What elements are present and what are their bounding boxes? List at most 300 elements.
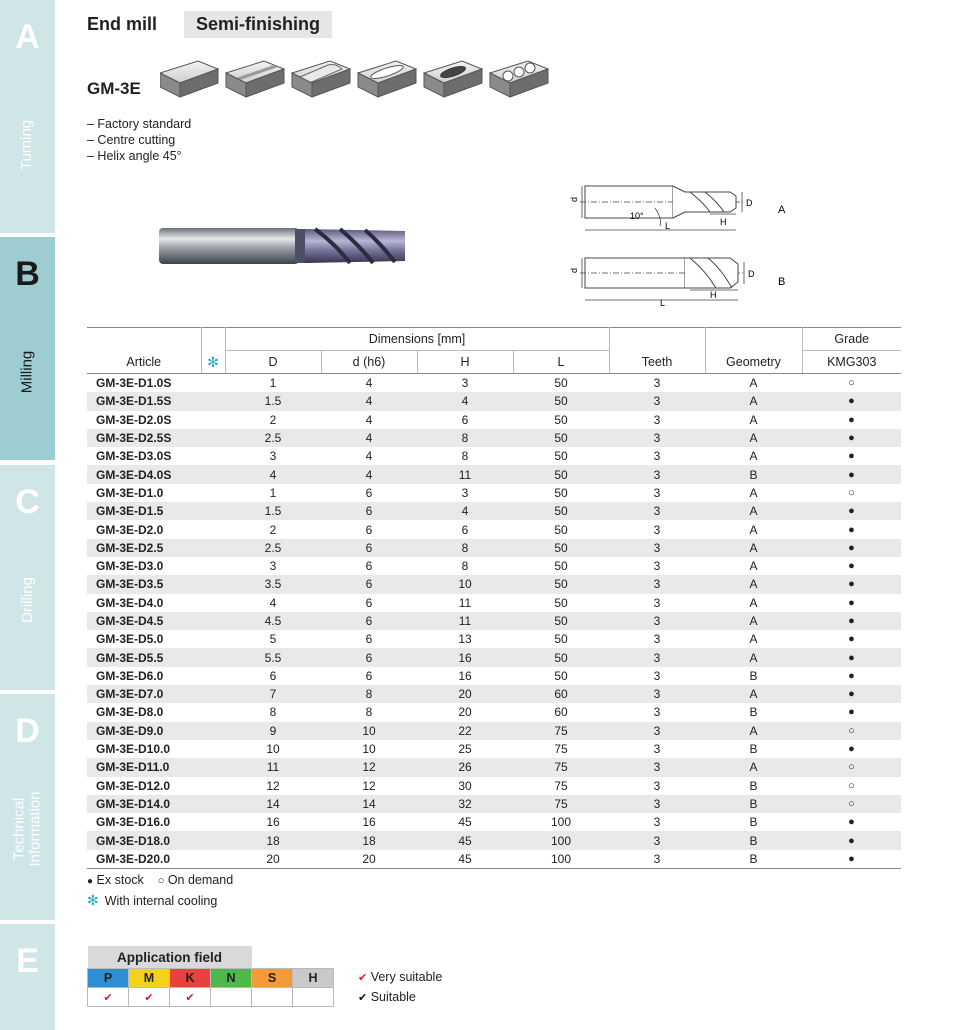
cell-article: GM-3E-D1.0 xyxy=(96,485,164,500)
table-row xyxy=(87,740,901,758)
cell-cooling xyxy=(201,374,225,393)
drilling-holes-icon xyxy=(490,61,548,97)
cell-H: 8 xyxy=(461,449,469,464)
cell-grade-stock: ○ xyxy=(802,722,901,740)
cell-grade-stock: ● xyxy=(802,685,901,703)
cell-article: GM-3E-D7.0 xyxy=(87,685,201,703)
table-row xyxy=(87,667,901,685)
cell-article: GM-3E-D5.5 xyxy=(87,648,201,666)
cell-teeth: 3 xyxy=(653,559,661,574)
cell-grade-stock: ● xyxy=(802,612,901,630)
header-teeth: Teeth xyxy=(609,328,705,374)
cell-d: 4 xyxy=(321,392,417,410)
material-group-n: N xyxy=(211,969,252,988)
cell-D: 1 xyxy=(269,485,277,500)
cell-d: 4 xyxy=(365,376,373,391)
cell-article: GM-3E-D2.0S xyxy=(96,412,172,427)
cell-geometry: A xyxy=(705,502,802,520)
cell-D: 2 xyxy=(269,412,277,427)
geometry-diagram xyxy=(560,178,810,308)
cell-L: 50 xyxy=(513,575,609,593)
cell-H: 4 xyxy=(417,502,513,520)
cell-geometry: A xyxy=(749,449,758,464)
cell-cooling xyxy=(201,740,225,758)
header-H: H xyxy=(417,351,513,374)
material-group-s: S xyxy=(252,969,293,988)
cell-geometry: A xyxy=(705,539,802,557)
cell-H: 13 xyxy=(458,632,472,647)
header-grade: Grade xyxy=(802,328,901,351)
cell-article: GM-3E-D1.5 xyxy=(87,502,201,520)
cell-cooling xyxy=(201,502,225,520)
cell-geometry: B xyxy=(749,815,758,830)
cell-cooling xyxy=(201,795,225,813)
suitability-legend xyxy=(358,968,442,1008)
cell-geometry: B xyxy=(749,705,758,720)
cell-article: GM-3E-D1.0S xyxy=(96,376,172,391)
geometry-b-drawing xyxy=(569,258,785,308)
cell-H: 6 xyxy=(461,522,469,537)
cell-teeth: 3 xyxy=(609,465,705,483)
cell-L: 100 xyxy=(513,850,609,869)
side-tab-turning[interactable] xyxy=(0,0,55,233)
cell-article: GM-3E-D14.0 xyxy=(87,795,201,813)
cell-cooling xyxy=(201,777,225,795)
table-row xyxy=(87,411,901,429)
side-tab-letter: C xyxy=(15,483,40,521)
dim-L-label: L xyxy=(665,221,671,231)
slot-milling-icon xyxy=(226,61,284,97)
cell-geometry: A xyxy=(705,575,802,593)
cell-cooling xyxy=(201,411,225,429)
table-row xyxy=(87,539,901,557)
ex-stock-label: Ex stock xyxy=(96,873,144,887)
table-row xyxy=(87,392,901,410)
cell-geometry: A xyxy=(705,429,802,447)
cell-geometry: B xyxy=(705,831,802,849)
cell-D: 2.5 xyxy=(225,539,321,557)
table-row xyxy=(87,612,901,630)
cell-cooling xyxy=(201,685,225,703)
cell-D: 1.5 xyxy=(225,502,321,520)
table-row xyxy=(87,703,901,721)
table-row xyxy=(87,429,901,447)
cell-article: GM-3E-D4.5 xyxy=(87,612,201,630)
application-field-table xyxy=(87,946,334,1007)
feature-list xyxy=(87,116,191,164)
side-tab-label: Drilling xyxy=(18,577,36,623)
header-dimensions: Dimensions [mm] xyxy=(225,328,609,351)
table-row xyxy=(87,648,901,666)
cell-d: 6 xyxy=(321,648,417,666)
cell-grade-stock: ● xyxy=(848,816,855,829)
cooling-label: With internal cooling xyxy=(104,894,218,908)
cell-grade-stock: ○ xyxy=(802,795,901,813)
cell-D: 5.5 xyxy=(225,648,321,666)
cell-L: 50 xyxy=(554,595,568,610)
suitability-mark: ✔ xyxy=(88,988,129,1007)
cell-L: 50 xyxy=(554,522,568,537)
header-d: d (h6) xyxy=(321,351,417,374)
cell-teeth: 3 xyxy=(609,850,705,869)
suitability-mark: ✔ xyxy=(129,988,170,1007)
cell-D: 16 xyxy=(266,815,280,830)
material-group-p: P xyxy=(88,969,129,988)
pocket-slot-icon xyxy=(358,61,416,97)
cell-L: 75 xyxy=(513,758,609,776)
cell-D: 7 xyxy=(225,685,321,703)
cell-geometry: A xyxy=(749,412,758,427)
cell-L: 50 xyxy=(513,539,609,557)
application-field-title: Application field xyxy=(88,946,252,969)
cell-D: 1 xyxy=(269,376,277,391)
cell-grade-stock: ● xyxy=(848,669,855,682)
cell-article: GM-3E-D2.0 xyxy=(96,522,164,537)
cell-cooling xyxy=(201,520,225,538)
cell-article: GM-3E-D3.0 xyxy=(96,559,164,574)
stock-legend xyxy=(87,873,233,887)
cell-teeth: 3 xyxy=(609,758,705,776)
cell-d: 6 xyxy=(321,539,417,557)
face-milling-icon xyxy=(160,61,218,97)
cell-cooling xyxy=(201,630,225,648)
side-tab-letter: A xyxy=(15,18,40,56)
table-row xyxy=(87,685,901,703)
cell-d: 6 xyxy=(365,668,373,683)
cell-D: 12 xyxy=(266,778,280,793)
cell-d: 6 xyxy=(365,485,373,500)
cell-geometry: A xyxy=(705,392,802,410)
cell-d: 14 xyxy=(321,795,417,813)
cell-geometry: A xyxy=(705,685,802,703)
cell-teeth: 3 xyxy=(609,429,705,447)
cell-grade-stock: ● xyxy=(848,450,855,463)
material-group-k: K xyxy=(170,969,211,988)
cell-L: 75 xyxy=(513,795,609,813)
cell-cooling xyxy=(201,612,225,630)
cell-cooling xyxy=(201,667,225,685)
cell-teeth: 3 xyxy=(609,685,705,703)
cell-grade-stock: ● xyxy=(848,706,855,719)
cell-teeth: 3 xyxy=(653,778,661,793)
cell-teeth: 3 xyxy=(653,632,661,647)
cell-d: 6 xyxy=(365,522,373,537)
side-tab-letter: E xyxy=(16,942,39,980)
cell-L: 50 xyxy=(554,668,568,683)
feature-item: – Helix angle 45° xyxy=(87,149,182,163)
cell-L: 75 xyxy=(513,722,609,740)
cell-D: 4 xyxy=(225,465,321,483)
cell-H: 22 xyxy=(417,722,513,740)
cell-article: GM-3E-D9.0 xyxy=(87,722,201,740)
dim-H-label: H xyxy=(720,217,727,227)
cell-D: 20 xyxy=(225,850,321,869)
machining-operations-icons xyxy=(160,55,550,103)
cell-cooling xyxy=(201,648,225,666)
side-tab-letter: B xyxy=(15,255,40,293)
cell-D: 4.5 xyxy=(225,612,321,630)
side-tab-letter: D xyxy=(15,712,40,750)
cell-D: 9 xyxy=(225,722,321,740)
cell-L: 50 xyxy=(554,485,568,500)
cell-d: 4 xyxy=(321,429,417,447)
cell-L: 50 xyxy=(513,648,609,666)
cell-L: 50 xyxy=(513,612,609,630)
suitability-mark xyxy=(293,988,334,1007)
cell-grade-stock: ● xyxy=(802,502,901,520)
table-row xyxy=(87,374,901,393)
cell-article: GM-3E-D4.0 xyxy=(96,595,164,610)
cooling-legend xyxy=(87,892,217,909)
table-row xyxy=(87,722,901,740)
cell-cooling xyxy=(201,813,225,831)
table-row xyxy=(87,465,901,483)
cell-H: 8 xyxy=(461,559,469,574)
cell-geometry: B xyxy=(749,668,758,683)
cell-teeth: 3 xyxy=(609,612,705,630)
cell-geometry: A xyxy=(749,632,758,647)
cell-teeth: 3 xyxy=(609,722,705,740)
cell-article: GM-3E-D4.0S xyxy=(87,465,201,483)
cell-cooling xyxy=(201,831,225,849)
table-row xyxy=(87,502,901,520)
cell-teeth: 3 xyxy=(609,648,705,666)
cell-article: GM-3E-D1.5S xyxy=(87,392,201,410)
pocket-milling-icon xyxy=(424,61,482,97)
cell-teeth: 3 xyxy=(609,502,705,520)
cell-grade-stock: ● xyxy=(802,392,901,410)
product-table xyxy=(87,327,901,869)
cell-d: 4 xyxy=(321,465,417,483)
cell-d: 18 xyxy=(321,831,417,849)
cell-cooling xyxy=(201,722,225,740)
cell-H: 20 xyxy=(417,685,513,703)
product-title: End mill xyxy=(87,14,158,34)
cell-grade-stock: ● xyxy=(802,575,901,593)
cell-L: 50 xyxy=(554,449,568,464)
cell-cooling xyxy=(201,758,225,776)
cell-grade-stock: ● xyxy=(848,413,855,426)
cell-article: GM-3E-D10.0 xyxy=(96,742,171,757)
on-demand-icon: ○ xyxy=(157,875,165,887)
cell-H: 3 xyxy=(461,485,469,500)
cell-D: 14 xyxy=(225,795,321,813)
cell-article: GM-3E-D6.0 xyxy=(96,668,164,683)
cell-H: 16 xyxy=(458,668,472,683)
cell-L: 75 xyxy=(554,742,568,757)
suitability-mark xyxy=(252,988,293,1007)
cell-d: 20 xyxy=(321,850,417,869)
cell-d: 6 xyxy=(365,632,373,647)
cell-grade-stock: ○ xyxy=(848,486,855,499)
side-tab-label: Milling xyxy=(18,350,36,394)
cell-L: 100 xyxy=(550,815,572,830)
channel-milling-icon xyxy=(292,61,350,97)
cell-geometry: A xyxy=(749,485,758,500)
table-row xyxy=(87,520,901,538)
very-suitable-label: Very suitable xyxy=(370,970,443,984)
dim-D-label: D xyxy=(748,269,755,279)
cell-D: 1.5 xyxy=(225,392,321,410)
cell-L: 100 xyxy=(513,831,609,849)
table-row xyxy=(87,557,901,575)
cell-article: GM-3E-D3.5 xyxy=(87,575,201,593)
cell-cooling xyxy=(201,557,225,575)
cell-geometry: A xyxy=(705,612,802,630)
cell-grade-stock: ● xyxy=(802,429,901,447)
cell-geometry: A xyxy=(749,522,758,537)
internal-cooling-icon: ✻ xyxy=(207,354,219,370)
cell-d: 4 xyxy=(365,449,373,464)
cell-H: 8 xyxy=(417,539,513,557)
cell-d: 8 xyxy=(365,705,373,720)
cell-cooling xyxy=(201,465,225,483)
cell-article: GM-3E-D5.0 xyxy=(96,632,164,647)
cell-L: 50 xyxy=(513,465,609,483)
cell-article: GM-3E-D16.0 xyxy=(96,815,171,830)
on-demand-label: On demand xyxy=(167,873,234,887)
cell-geometry: A xyxy=(705,722,802,740)
table-row xyxy=(87,630,901,648)
product-model: GM-3E xyxy=(87,79,141,98)
cell-H: 32 xyxy=(417,795,513,813)
cell-cooling xyxy=(201,703,225,721)
cell-H: 6 xyxy=(461,412,469,427)
cell-article: GM-3E-D2.5S xyxy=(87,429,201,447)
table-row xyxy=(87,758,901,776)
suitable-icon: ✔ xyxy=(358,992,368,1004)
cell-H: 4 xyxy=(417,392,513,410)
cell-grade-stock: ● xyxy=(802,648,901,666)
side-tab-e[interactable] xyxy=(0,924,55,1030)
suitability-mark xyxy=(211,988,252,1007)
cell-teeth: 3 xyxy=(609,575,705,593)
cell-geometry: A xyxy=(749,376,758,391)
cell-teeth: 3 xyxy=(653,595,661,610)
cell-grade-stock: ● xyxy=(802,539,901,557)
cell-geometry: A xyxy=(749,559,758,574)
cell-cooling xyxy=(201,484,225,502)
cell-H: 11 xyxy=(458,595,472,610)
dim-H-label: H xyxy=(710,290,717,300)
dim-D-label: D xyxy=(746,198,753,208)
cell-d: 8 xyxy=(321,685,417,703)
cell-teeth: 3 xyxy=(653,668,661,683)
cell-D: 6 xyxy=(269,668,277,683)
cell-article: GM-3E-D3.0S xyxy=(96,449,172,464)
side-tab-drilling[interactable] xyxy=(0,465,55,690)
cell-H: 25 xyxy=(458,742,472,757)
header-cooling xyxy=(201,328,225,374)
cell-geometry: B xyxy=(705,465,802,483)
table-row xyxy=(87,813,901,831)
internal-cooling-icon: ✻ xyxy=(87,892,99,908)
suitable-label: Suitable xyxy=(370,990,416,1004)
side-tab-label: Turning xyxy=(18,119,36,171)
cell-L: 50 xyxy=(554,376,568,391)
cell-L: 50 xyxy=(513,392,609,410)
cell-d: 6 xyxy=(321,575,417,593)
geometry-b-label: B xyxy=(778,276,786,288)
cell-D: 4 xyxy=(269,595,277,610)
cell-teeth: 3 xyxy=(653,449,661,464)
cell-D: 3 xyxy=(269,449,277,464)
cell-article: GM-3E-D8.0 xyxy=(96,705,164,720)
cell-D: 3 xyxy=(269,559,277,574)
cell-H: 30 xyxy=(458,778,472,793)
table-row xyxy=(87,484,901,502)
cell-cooling xyxy=(201,429,225,447)
cell-d: 16 xyxy=(362,815,376,830)
cell-L: 50 xyxy=(554,632,568,647)
cell-teeth: 3 xyxy=(653,412,661,427)
cell-D: 18 xyxy=(225,831,321,849)
cell-grade-stock: ● xyxy=(848,560,855,573)
cell-grade-stock: ● xyxy=(802,465,901,483)
cell-grade-stock: ○ xyxy=(848,779,855,792)
cell-L: 75 xyxy=(554,778,568,793)
suitability-mark: ✔ xyxy=(170,988,211,1007)
material-group-m: M xyxy=(129,969,170,988)
cell-teeth: 3 xyxy=(653,742,661,757)
cell-geometry: B xyxy=(749,778,758,793)
cell-geometry: A xyxy=(749,595,758,610)
table-row xyxy=(87,795,901,813)
cell-geometry: A xyxy=(705,758,802,776)
cell-H: 45 xyxy=(458,815,472,830)
table-row xyxy=(87,831,901,849)
cell-L: 50 xyxy=(554,412,568,427)
dim-d-label: d xyxy=(569,267,579,273)
cell-teeth: 3 xyxy=(609,539,705,557)
cell-D: 5 xyxy=(269,632,277,647)
cell-L: 60 xyxy=(513,685,609,703)
cell-H: 3 xyxy=(461,376,469,391)
header-L: L xyxy=(513,351,609,374)
cell-teeth: 3 xyxy=(609,795,705,813)
cell-cooling xyxy=(201,594,225,612)
side-tab-milling[interactable] xyxy=(0,237,55,460)
cell-teeth: 3 xyxy=(609,392,705,410)
cell-D: 3.5 xyxy=(225,575,321,593)
cell-L: 50 xyxy=(513,429,609,447)
cell-grade-stock: ● xyxy=(848,743,855,756)
cell-d: 6 xyxy=(365,595,373,610)
cell-d: 10 xyxy=(321,722,417,740)
cell-article: GM-3E-D2.5 xyxy=(87,539,201,557)
cell-d: 6 xyxy=(365,559,373,574)
cell-geometry: B xyxy=(749,742,758,757)
side-tab-label: Technical Information xyxy=(10,791,44,867)
cell-D: 2.5 xyxy=(225,429,321,447)
cell-geometry: B xyxy=(705,795,802,813)
cell-geometry: B xyxy=(705,850,802,869)
cell-article: GM-3E-D12.0 xyxy=(96,778,171,793)
cell-teeth: 3 xyxy=(653,522,661,537)
side-tab-technical-information[interactable] xyxy=(0,694,55,920)
cell-D: 10 xyxy=(266,742,280,757)
cell-article: GM-3E-D11.0 xyxy=(87,758,201,776)
dim-L-label: L xyxy=(660,298,666,308)
cell-grade-stock: ● xyxy=(848,596,855,609)
cell-cooling xyxy=(201,539,225,557)
cell-teeth: 3 xyxy=(609,831,705,849)
end-mill-image xyxy=(155,220,415,272)
table-row xyxy=(87,594,901,612)
cell-L: 50 xyxy=(513,502,609,520)
cell-geometry: A xyxy=(705,648,802,666)
cell-article: GM-3E-D20.0 xyxy=(87,850,201,869)
